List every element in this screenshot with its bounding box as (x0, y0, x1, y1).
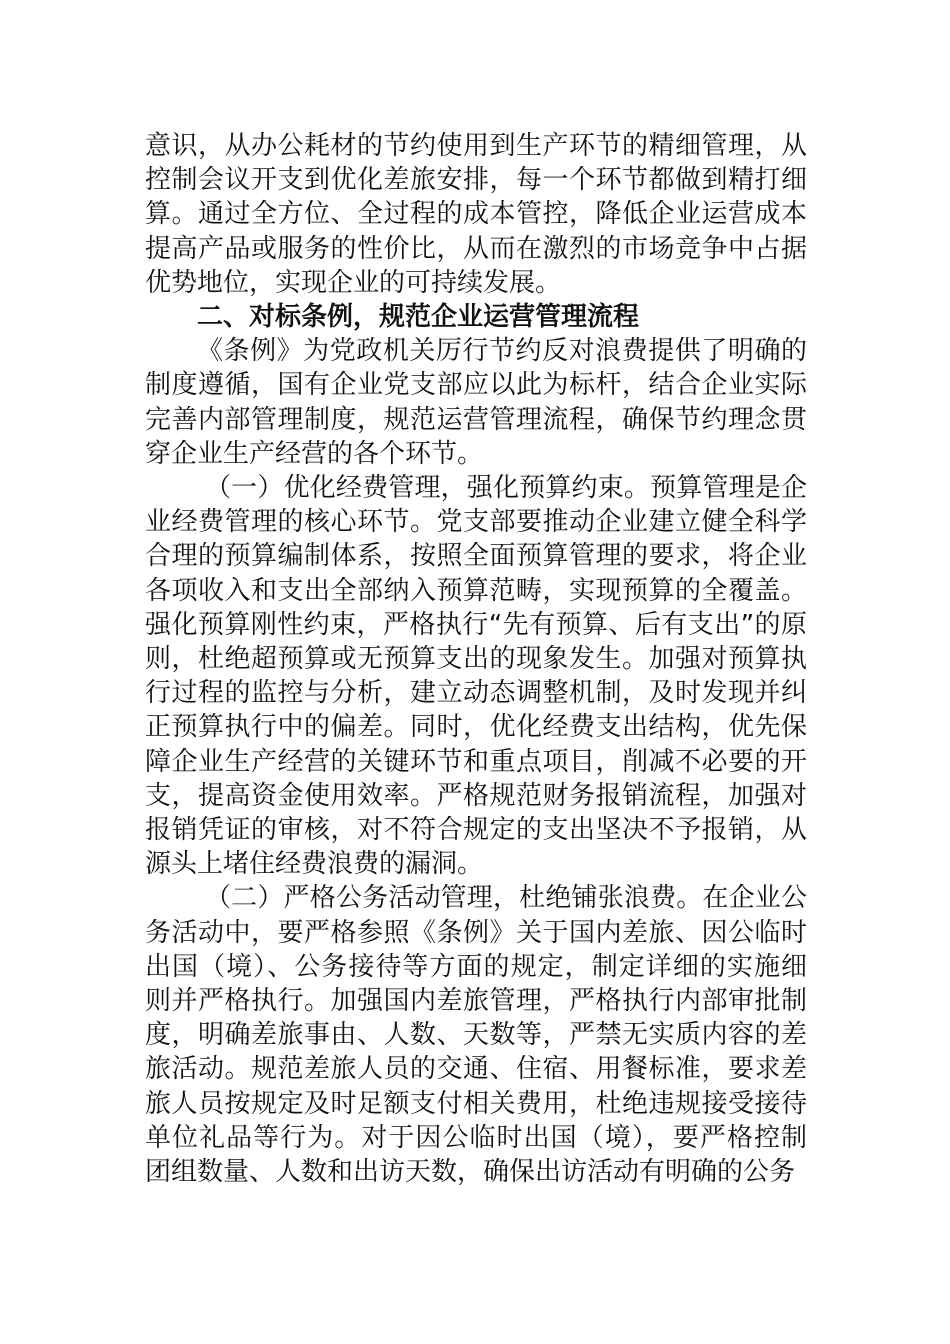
paragraph-intro: 《条例》为党政机关厉行节约反对浪费提供了明确的制度遵循，国有企业党支部应以此为标杆，结合企业实际完善内部管理制度，规范运营管理流程，确保节约理念贯穿企业生产经营的各个环节。 (145, 336, 807, 469)
section-heading: 二、对标条例，规范企业运营管理流程 (197, 302, 640, 333)
paragraph-official-activities: （二）严格公务活动管理，杜绝铺张浪费。在企业公务活动中，要严格参照《条例》关于国内差旅、因公临时出国（境）、公务接待等方面的规定，制定详细的实施细则并严格执行。加强国内差旅管理，严格执行内部审批制度，明确差旅事由、人数、天数等，严禁无实质内容的差旅活动。规范差旅人员的交通、住宿、用餐标准，要求差旅人员按规定及时足额支付相关费用，杜绝违规接受接待单位礼品等行为。对于因公临时出国（境），要严格控制团组数量、人数和出访天数，确保出访活动有明确的公务 (145, 883, 807, 1188)
paragraph-continuation: 意识，从办公耗材的节约使用到生产环节的精细管理，从控制会议开支到优化差旅安排，每一个环节都做到精打细算。通过全方位、全过程的成本管控，降低企业运营成本提高产品或服务的性价比，从而在激烈的市场竞争中占据优势地位，实现企业的可持续发展。 (145, 131, 807, 298)
paragraph-budget: （一）优化经费管理，强化预算约束。预算管理是企业经费管理的核心环节。党支部要推动企业建立健全科学合理的预算编制体系，按照全面预算管理的要求，将企业各项收入和支出全部纳入预算范畴，实现预算的全覆盖。强化预算刚性约束，严格执行“先有预算、后有支出”的原则，杜绝超预算或无预算支出的现象发生。加强对预算执行过程的监控与分析，建立动态调整机制，及时发现并纠正预算执行中的偏差。同时，优化经费支出结构，优先保障企业生产经营的关键环节和重点项目，削减不必要的开支，提高资金使用效率。严格规范财务报销流程，加强对报销凭证的审核，对不符合规定的支出坚决不予报销，从源头上堵住经费浪费的漏洞。 (145, 473, 807, 880)
document-body (145, 129, 807, 1189)
